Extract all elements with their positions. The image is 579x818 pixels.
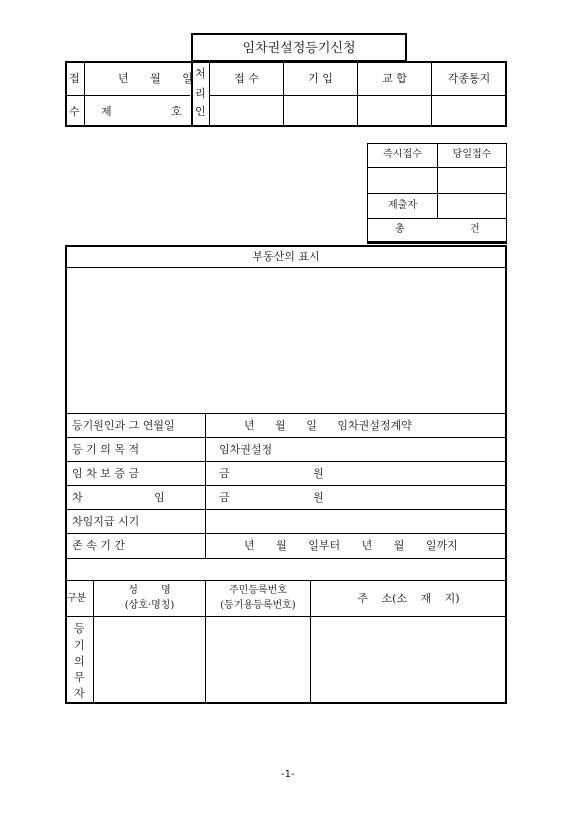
parties-col-name: 성 명 bbox=[128, 585, 171, 596]
field-value-rent[interactable]: 금 원 bbox=[219, 491, 324, 504]
field-label-duration: 존 속 기 간 bbox=[72, 539, 125, 552]
property-header: 부동산의 표시 bbox=[252, 250, 320, 263]
same-day-receipt-label: 당일접수 bbox=[452, 149, 492, 160]
parties-col-name-sub: (상호·명칭) bbox=[124, 600, 175, 611]
number-label: 제 호 bbox=[101, 105, 182, 118]
parties-col-id: 주민등록번호 bbox=[229, 585, 287, 596]
processor-char-2: 리 bbox=[195, 87, 206, 100]
header-entry: 기 입 bbox=[308, 72, 333, 85]
obligor-name-cell[interactable] bbox=[94, 617, 205, 703]
header-notice: 각종통지 bbox=[447, 72, 491, 85]
field-value-purpose[interactable]: 임차권설정 bbox=[219, 443, 273, 456]
title-box bbox=[191, 33, 407, 62]
field-value-cause[interactable]: 년 월 일 임차권설정계약 bbox=[244, 419, 412, 432]
obligor-char-3: 의 bbox=[74, 655, 85, 668]
field-label-deposit: 임 차 보 증 금 bbox=[72, 467, 140, 480]
field-label-cause: 등기원인과 그 연월일 bbox=[72, 419, 175, 432]
obligor-char-2: 기 bbox=[74, 639, 85, 652]
parties-col-address: 주 소(소 재 지) bbox=[357, 592, 460, 605]
parties-col-id-sub: (등기용등록번호) bbox=[220, 600, 296, 611]
count-unit: 건 bbox=[470, 224, 480, 235]
date-label: 년 월 일 bbox=[118, 72, 193, 85]
obligor-char-4: 무 bbox=[74, 671, 85, 684]
property-description-area[interactable] bbox=[67, 268, 505, 412]
field-label-purpose: 등 기 의 목 적 bbox=[72, 443, 140, 456]
receipt-label-2: 수 bbox=[69, 105, 80, 118]
total-label: 총 bbox=[395, 224, 405, 235]
obligor-address-cell[interactable] bbox=[311, 617, 506, 703]
parties-col-kind: 구분 bbox=[67, 593, 87, 604]
field-label-payment-time: 차임지급 시기 bbox=[72, 515, 140, 528]
field-label-rent: 차 임 bbox=[72, 491, 165, 504]
processor-char-1: 처 bbox=[195, 67, 206, 80]
header-receipt: 접 수 bbox=[234, 72, 259, 85]
obligor-id-cell[interactable] bbox=[206, 617, 310, 703]
obligor-char-5: 자 bbox=[74, 687, 85, 700]
processor-char-3: 인 bbox=[195, 105, 206, 118]
immediate-receipt-label: 즉시접수 bbox=[383, 149, 422, 160]
receipt-label-1: 접 bbox=[69, 72, 80, 85]
submitter-label: 제출자 bbox=[388, 200, 417, 211]
page-number: -1- bbox=[281, 769, 295, 780]
field-value-deposit[interactable]: 금 원 bbox=[219, 467, 324, 480]
header-check: 교 합 bbox=[382, 72, 407, 85]
field-value-duration[interactable]: 년 월 일부터 년 월 일까지 bbox=[244, 539, 458, 552]
form-title: 임차권설정등기신청 bbox=[242, 41, 356, 56]
obligor-char-1: 등 bbox=[74, 622, 85, 635]
